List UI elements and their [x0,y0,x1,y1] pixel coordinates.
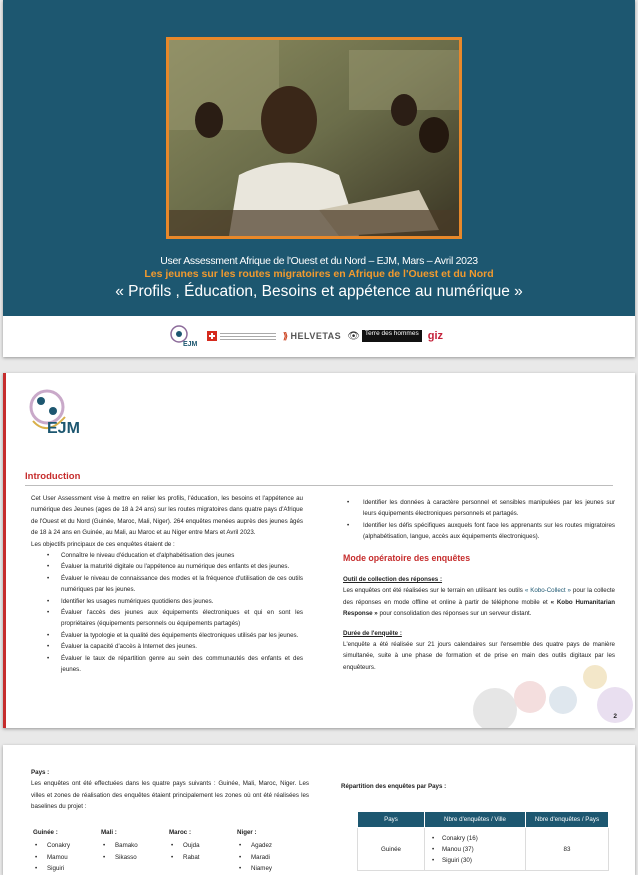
list-item: • Évaluer la capacité d'accès à Internet des jeunes. [31,641,303,652]
table-title: Répartition des enquêtes par Pays : [341,783,447,790]
table-row: Guinée • Conakry (16) • Manou (37) • Siguiri (30) 83 [358,828,609,871]
svg-text:EJM: EJM [47,420,80,437]
right-column [343,497,615,673]
partner-logos [169,323,443,349]
surveys-table [357,811,609,871]
page-3 [3,745,635,875]
cities-maroc: Maroc : • Oujda • Rabat [169,827,237,875]
table-header: Nbre d'enquêtes / Ville [425,812,526,828]
list-item: • Identifier les défis spécifiques auxquels font face les apprenants sur les routes migratoires (alphabétisation, langue, accès aux équipements électroniques). [343,520,615,543]
helvetas-logo: ⟫ HELVETAS [283,330,342,341]
left-column [31,493,303,676]
collection-title: Outil de collection des réponses : [343,576,443,584]
cover-title-line1: User Assessment Afrique de l'Ouest et du Nord – EJM, Mars – Avril 2023 [160,255,478,267]
collection-paragraph: Les enquêtes ont été réalisées sur le terrain en utilisant les outils « Kobo-Collect » pour la collecte des réponses en mode offline et online à partir de téléphone mobile et « Kobo Humanitarian Response » pour consolidation des réponses sur un serveur distant. [343,587,615,618]
introduction-heading: Introduction [25,471,81,482]
countries-paragraph: Les enquêtes ont été effectuées dans les quatre pays suivants : Guinée, Mali, Maroc, Niger. Les villes et zones de réalisation des enquêtes étaient principalement les zones où ont été réalisées les baselines du projet : [31,780,309,811]
list-item: • Connaître le niveau d'éducation et d'alphabétisation des jeunes [31,550,303,561]
terre-des-hommes-logo: 👁 Terre des hommes [347,325,422,347]
list-item: • Évaluer le taux de répartition genre au sein des communautés des enfants et des jeunes. [31,653,303,676]
ejm-logo [25,387,101,453]
red-accent-bar [3,373,6,728]
objectives-intro: Les objectifs principaux de ces enquêtes étaient de : [31,540,175,548]
decorative-circles-icon [455,655,635,728]
cover-photo [166,37,462,239]
table-header: Nbre d'enquêtes / Pays [526,812,609,828]
cover-subtitle: Les jeunes sur les routes migratoires en Afrique de l'Ouest et du Nord [144,268,494,280]
list-item: • Évaluer l'accès des jeunes aux équipements électroniques et qui en sont les propriétaires (équipements personnels ou équipements partagés) [31,607,303,630]
list-item: • Évaluer le niveau de connaissance des modes et la fréquence d'utilisation de ces outils numériques par les jeunes. [31,573,303,596]
cities-list [33,827,305,875]
swiss-flag-icon [207,331,217,341]
cover-main-title: « Profils , Éducation, Besoins et appétence au numérique » [115,283,523,300]
list-item: • Évaluer la typologie et la qualité des équipements électroniques utilisés par les jeunes. [31,630,303,641]
page-number: 2 [613,713,617,720]
countries-title: Pays : [31,769,50,776]
svg-text:EJM: EJM [183,341,198,348]
cities-niger: Niger : • Agadez • Maradi • Niamey [237,827,305,875]
table-header: Pays [358,812,425,828]
intro-paragraph: Cet User Assessment vise à mettre en relier les profils, l'éducation, les besoins et l'appétence au numérique des Jeunes (ages de 18 à 24 ans) sur les routes migratoires dans quatre pays d'Afrique de l'Ouest et du Nord (Guinée, Maroc, Mali, Niger). 264 enquêtes menées auprès des jeunes âgés de 18 à 24 ans en Guinée, au Mali, au Maroc et au Niger entre Mars et Avril 2023. [31,495,303,537]
list-item: • Identifier les usages numériques quotidiens des jeunes. [31,596,303,607]
duration-title: Durée de l'enquête : [343,629,402,637]
list-item: • Évaluer la maturité digitale ou l'appétence au numérique des enfants et des jeunes. [31,561,303,572]
classroom-photo-icon [169,40,459,236]
cities-guinee: Guinée : • Conakry • Mamou • Siguiri [33,827,101,875]
mode-heading: Mode opératoire des enquêtes [343,552,471,563]
list-item: • Identifier les données à caractère personnel et sensibles manipulées par les jeunes sur leurs équipements électroniques personnels et partagés. [343,497,615,520]
objectives-list [31,550,303,675]
swiss-confederation-logo [207,325,277,347]
divider [25,485,613,486]
countries-section [31,767,309,813]
ejm-logo-small [169,325,201,347]
giz-logo: giz [427,330,443,342]
duration-paragraph: L'enquête a été réalisée sur 21 jours calendaires sur l'ensemble des quatre pays de manière simultanée, suite à une phase de formation et de prise en main des outils digitaux par les enquêteurs. [343,641,615,671]
objectives-list-continued [343,497,615,543]
cover-page [3,0,635,357]
page-2 [3,373,635,728]
cities-mali: Mali : • Bamako • Sikasso [101,827,169,875]
